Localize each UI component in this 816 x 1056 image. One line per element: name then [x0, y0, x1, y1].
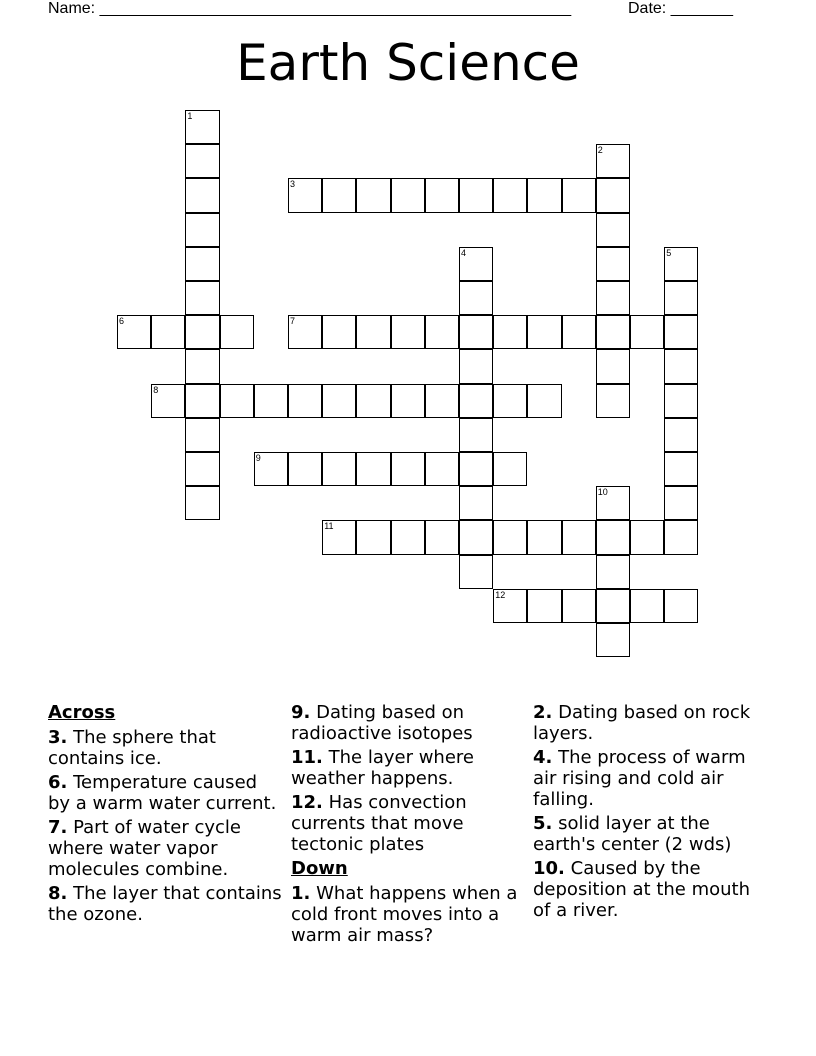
crossword-cell[interactable] — [596, 349, 630, 383]
crossword-cell[interactable] — [185, 281, 219, 315]
clue-across-3: 3. The sphere that contains ice. — [48, 727, 216, 769]
crossword-cell[interactable] — [254, 452, 288, 486]
crossword-cell[interactable] — [185, 486, 219, 520]
crossword-cell[interactable] — [185, 213, 219, 247]
crossword-cell[interactable] — [562, 520, 596, 554]
crossword-cell[interactable] — [664, 520, 698, 554]
crossword-cell[interactable] — [596, 486, 630, 520]
clue-across-6: 6. Temperature caused by a warm water current. — [48, 772, 277, 814]
crossword-cell[interactable] — [322, 178, 356, 212]
crossword-cell[interactable] — [425, 315, 459, 349]
crossword-cell[interactable] — [391, 384, 425, 418]
crossword-cell[interactable] — [185, 384, 219, 418]
clue-number: 9 — [255, 453, 261, 463]
crossword-cell[interactable] — [151, 384, 185, 418]
crossword-cell[interactable] — [664, 452, 698, 486]
name-field[interactable]: Name: _____________________________________________________ — [48, 0, 572, 17]
clue-across-11: 11. The layer where weather happens. — [291, 747, 474, 789]
crossword-cell[interactable] — [459, 281, 493, 315]
crossword-cell[interactable] — [664, 418, 698, 452]
crossword-cell[interactable] — [459, 452, 493, 486]
crossword-cell[interactable] — [356, 315, 390, 349]
clue-down-4: 4. The process of warm air rising and cold air falling. — [533, 747, 746, 810]
crossword-cell[interactable] — [356, 452, 390, 486]
clue-down-10: 10. Caused by the deposition at the mouth of a river. — [533, 858, 751, 921]
crossword-cell[interactable] — [596, 520, 630, 554]
clue-down-5: 5. solid layer at the earth's center (2 wds) — [533, 813, 732, 855]
crossword-cell[interactable] — [527, 520, 561, 554]
crossword-cell[interactable] — [664, 486, 698, 520]
crossword-cell[interactable] — [664, 384, 698, 418]
crossword-cell[interactable] — [151, 315, 185, 349]
clue-across-7: 7. Part of water cycle where water vapor molecules combine. — [48, 817, 241, 880]
crossword-cell[interactable] — [288, 452, 322, 486]
crossword-cell[interactable] — [185, 110, 219, 144]
crossword-cell[interactable] — [664, 247, 698, 281]
clue-number: 2 — [597, 145, 603, 156]
crossword-cell[interactable] — [596, 384, 630, 418]
crossword-cell[interactable] — [459, 520, 493, 554]
crossword-cell[interactable] — [596, 555, 630, 589]
clue-number: 3 — [290, 179, 296, 190]
crossword-cell[interactable] — [664, 349, 698, 383]
clue-number: 6 — [119, 316, 125, 327]
down-heading: Down — [291, 858, 348, 879]
crossword-cell[interactable] — [527, 589, 561, 623]
crossword-cell[interactable] — [527, 315, 561, 349]
crossword-cell[interactable] — [185, 418, 219, 452]
crossword-cell[interactable] — [459, 384, 493, 418]
crossword-cell[interactable] — [288, 384, 322, 418]
clue-across-12: 12. Has convection currents that move tectonic plates — [291, 792, 467, 855]
crossword-cell[interactable] — [391, 452, 425, 486]
crossword-cell[interactable] — [596, 247, 630, 281]
clue-number: 7 — [290, 316, 296, 327]
crossword-cell[interactable] — [493, 452, 527, 486]
crossword-cell[interactable] — [562, 589, 596, 623]
crossword-cell[interactable] — [220, 315, 254, 349]
crossword-cell[interactable] — [185, 144, 219, 178]
crossword-cell[interactable] — [425, 178, 459, 212]
crossword-cell[interactable] — [493, 589, 527, 623]
crossword-cell[interactable] — [459, 486, 493, 520]
crossword-cell[interactable] — [425, 520, 459, 554]
crossword-cell[interactable] — [596, 589, 630, 623]
crossword-cell[interactable] — [391, 178, 425, 212]
crossword-cell[interactable] — [459, 555, 493, 589]
crossword-cell[interactable] — [425, 452, 459, 486]
crossword-cell[interactable] — [391, 520, 425, 554]
crossword-cell[interactable] — [459, 315, 493, 349]
crossword-cell[interactable] — [596, 213, 630, 247]
clue-down-2: 2. Dating based on rock layers. — [533, 702, 751, 744]
crossword-cell[interactable] — [254, 384, 288, 418]
clue-number: 11 — [324, 521, 334, 532]
crossword-cell[interactable] — [391, 315, 425, 349]
clue-number: 5 — [666, 247, 672, 258]
clue-across-9: 9. Dating based on radioactive isotopes — [291, 702, 473, 744]
crossword-cell[interactable] — [664, 315, 698, 349]
crossword-cell[interactable] — [322, 452, 356, 486]
crossword-cell[interactable] — [185, 349, 219, 383]
clue-across-8: 8. The layer that contains the ozone. — [48, 883, 282, 925]
date-field[interactable]: Date: _______ — [628, 0, 733, 17]
across-heading: Across — [48, 702, 116, 723]
crossword-cell[interactable] — [527, 384, 561, 418]
clue-column-1 — [48, 702, 284, 928]
crossword-cell[interactable] — [596, 178, 630, 212]
crossword-cell[interactable] — [322, 384, 356, 418]
crossword-cell[interactable] — [425, 384, 459, 418]
crossword-cell[interactable] — [630, 589, 664, 623]
crossword-cell[interactable] — [288, 178, 322, 212]
page-title: Earth Science — [236, 34, 580, 92]
crossword-cell[interactable] — [185, 315, 219, 349]
crossword-cell[interactable] — [596, 144, 630, 178]
clue-number: 8 — [153, 384, 159, 395]
clue-number: 10 — [597, 487, 608, 498]
crossword-cell[interactable] — [322, 315, 356, 349]
clue-column-3 — [533, 702, 769, 924]
crossword-cell[interactable] — [356, 178, 390, 212]
crossword-cell[interactable] — [459, 247, 493, 281]
crossword-cell[interactable] — [596, 315, 630, 349]
clue-number: 1 — [187, 111, 193, 121]
crossword-cell[interactable] — [493, 520, 527, 554]
crossword-cell[interactable] — [185, 247, 219, 281]
clue-number: 4 — [461, 247, 467, 258]
crossword-cell[interactable] — [322, 520, 356, 554]
crossword-cell[interactable] — [493, 384, 527, 418]
crossword-cell[interactable] — [288, 315, 322, 349]
crossword-cell[interactable] — [493, 178, 527, 212]
crossword-cell[interactable] — [185, 452, 219, 486]
clue-down-1: 1. What happens when a cold front moves into a warm air mass? — [291, 883, 518, 946]
crossword-cell[interactable] — [356, 520, 390, 554]
crossword-cell[interactable] — [630, 520, 664, 554]
crossword-cell[interactable] — [664, 281, 698, 315]
crossword-cell[interactable] — [459, 418, 493, 452]
crossword-cell[interactable] — [459, 349, 493, 383]
crossword-cell[interactable] — [527, 178, 561, 212]
crossword-cell[interactable] — [117, 315, 151, 349]
crossword-cell[interactable] — [185, 178, 219, 212]
crossword-cell[interactable] — [493, 315, 527, 349]
clue-number: 12 — [495, 589, 506, 600]
crossword-cell[interactable] — [596, 281, 630, 315]
crossword-cell[interactable] — [562, 178, 596, 212]
crossword-cell[interactable] — [220, 384, 254, 418]
clue-column-2 — [291, 702, 527, 949]
crossword-cell[interactable] — [630, 315, 664, 349]
crossword-cell[interactable] — [596, 623, 630, 657]
crossword-cell[interactable] — [664, 589, 698, 623]
crossword-cell[interactable] — [459, 178, 493, 212]
crossword-cell[interactable] — [562, 315, 596, 349]
crossword-cell[interactable] — [356, 384, 390, 418]
